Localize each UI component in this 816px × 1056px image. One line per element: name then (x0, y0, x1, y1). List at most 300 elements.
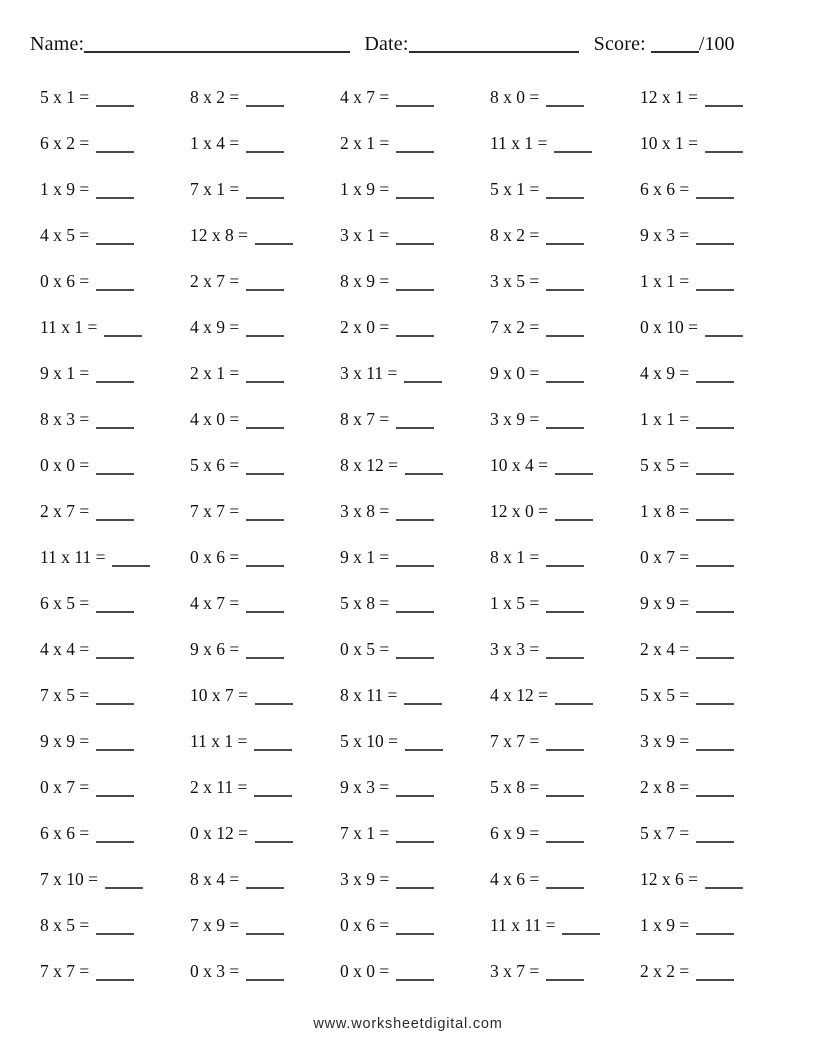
problem-text: 5 x 6 = (190, 454, 240, 475)
problem (490, 87, 640, 108)
score-label: Score: (593, 33, 646, 55)
problem (40, 409, 190, 430)
problem (190, 731, 340, 752)
problem-text: 0 x 12 = (190, 822, 248, 843)
problem-text: 9 x 9 = (640, 592, 690, 613)
problem (340, 317, 490, 338)
problem (640, 685, 790, 706)
problem-text: 8 x 7 = (340, 408, 390, 429)
problem (190, 823, 340, 844)
problem-text: 7 x 9 = (190, 914, 240, 935)
score-total: /100 (698, 33, 735, 55)
answer-blank (696, 611, 734, 613)
problem (490, 593, 640, 614)
problem-text: 3 x 3 = (490, 638, 540, 659)
problem (40, 455, 190, 476)
problem (190, 133, 340, 154)
problem (490, 317, 640, 338)
problem-text: 3 x 11 = (340, 362, 398, 383)
problem (640, 179, 790, 200)
answer-blank (396, 611, 434, 613)
answer-blank (696, 841, 734, 843)
answer-blank (546, 565, 584, 567)
problem-text: 6 x 5 = (40, 592, 90, 613)
problem (40, 179, 190, 200)
problem-text: 2 x 4 = (640, 638, 690, 659)
problem (190, 961, 340, 982)
problem-text: 2 x 7 = (190, 270, 240, 291)
problem-text: 10 x 4 = (490, 454, 548, 475)
answer-blank (705, 335, 743, 337)
problem-text: 12 x 6 = (640, 868, 698, 889)
problem (640, 961, 790, 982)
problem (40, 685, 190, 706)
problem (190, 409, 340, 430)
problem (490, 179, 640, 200)
problem (640, 409, 790, 430)
answer-blank (405, 473, 443, 475)
problem (490, 869, 640, 890)
answer-blank (546, 749, 584, 751)
problem (490, 547, 640, 568)
answer-blank (246, 979, 284, 981)
problem-text: 12 x 0 = (490, 500, 548, 521)
problem-text: 9 x 9 = (40, 730, 90, 751)
answer-blank (254, 795, 292, 797)
answer-blank (246, 381, 284, 383)
problem (640, 547, 790, 568)
problem-text: 0 x 3 = (190, 960, 240, 981)
problem (190, 87, 340, 108)
name-blank-line (84, 51, 350, 53)
problem-text: 9 x 3 = (640, 224, 690, 245)
answer-blank (396, 335, 434, 337)
answer-blank (96, 519, 134, 521)
answer-blank (246, 565, 284, 567)
problem (340, 777, 490, 798)
problem-text: 8 x 12 = (340, 454, 398, 475)
answer-blank (96, 381, 134, 383)
answer-blank (96, 703, 134, 705)
problem-text: 12 x 1 = (640, 86, 698, 107)
problem (490, 961, 640, 982)
problem (190, 455, 340, 476)
problem-text: 7 x 1 = (340, 822, 390, 843)
answer-blank (255, 703, 293, 705)
problem-text: 1 x 4 = (190, 132, 240, 153)
problem (190, 593, 340, 614)
problem-text: 2 x 1 = (190, 362, 240, 383)
problem-text: 0 x 5 = (340, 638, 390, 659)
problem-text: 7 x 2 = (490, 316, 540, 337)
answer-blank (246, 611, 284, 613)
answer-blank (555, 519, 593, 521)
answer-blank (246, 197, 284, 199)
problem-text: 5 x 1 = (40, 86, 90, 107)
problem (40, 87, 190, 108)
problem (340, 823, 490, 844)
answer-blank (396, 151, 434, 153)
answer-blank (696, 473, 734, 475)
problem (190, 317, 340, 338)
problem (640, 87, 790, 108)
answer-blank (96, 795, 134, 797)
problem-text: 2 x 0 = (340, 316, 390, 337)
answer-blank (546, 887, 584, 889)
problem-text: 1 x 5 = (490, 592, 540, 613)
problem-text: 5 x 8 = (490, 776, 540, 797)
problem-text: 5 x 8 = (340, 592, 390, 613)
answer-blank (546, 979, 584, 981)
problem-text: 11 x 1 = (40, 316, 98, 337)
answer-blank (396, 841, 434, 843)
problem (340, 87, 490, 108)
answer-blank (396, 243, 434, 245)
problem (640, 823, 790, 844)
problem (490, 455, 640, 476)
problem-text: 6 x 6 = (40, 822, 90, 843)
problem (490, 823, 640, 844)
problem-text: 9 x 1 = (40, 362, 90, 383)
problem-text: 8 x 9 = (340, 270, 390, 291)
problem (640, 501, 790, 522)
problem (640, 915, 790, 936)
answer-blank (546, 243, 584, 245)
problem (190, 225, 340, 246)
answer-blank (396, 887, 434, 889)
problem-text: 4 x 7 = (340, 86, 390, 107)
problem (190, 777, 340, 798)
problem (340, 685, 490, 706)
problem (490, 501, 640, 522)
answer-blank (696, 657, 734, 659)
problem (490, 685, 640, 706)
problem (40, 547, 190, 568)
problem-text: 11 x 11 = (40, 546, 106, 567)
answer-blank (696, 979, 734, 981)
problem-text: 3 x 9 = (640, 730, 690, 751)
answer-blank (546, 381, 584, 383)
problem (40, 777, 190, 798)
problem (40, 961, 190, 982)
problem (640, 869, 790, 890)
answer-blank (562, 933, 600, 935)
answer-blank (96, 749, 134, 751)
problem-text: 0 x 6 = (340, 914, 390, 935)
problem-text: 4 x 0 = (190, 408, 240, 429)
answer-blank (246, 427, 284, 429)
problem-text: 0 x 10 = (640, 316, 698, 337)
problem (40, 225, 190, 246)
problem (640, 639, 790, 660)
answer-blank (254, 749, 292, 751)
problem (640, 777, 790, 798)
answer-blank (546, 105, 584, 107)
problem-text: 10 x 1 = (640, 132, 698, 153)
answer-blank (96, 657, 134, 659)
answer-blank (554, 151, 592, 153)
answer-blank (96, 151, 134, 153)
answer-blank (396, 795, 434, 797)
problem (640, 363, 790, 384)
problem (340, 639, 490, 660)
problems-grid (0, 74, 816, 994)
problem-text: 3 x 1 = (340, 224, 390, 245)
answer-blank (396, 197, 434, 199)
problem (340, 455, 490, 476)
problem-text: 7 x 7 = (190, 500, 240, 521)
problem-text: 2 x 11 = (190, 776, 248, 797)
answer-blank (696, 289, 734, 291)
problem-text: 9 x 6 = (190, 638, 240, 659)
answer-blank (696, 427, 734, 429)
answer-blank (555, 473, 593, 475)
answer-blank (396, 565, 434, 567)
problem-text: 9 x 1 = (340, 546, 390, 567)
problem-text: 5 x 1 = (490, 178, 540, 199)
problem-text: 12 x 8 = (190, 224, 248, 245)
answer-blank (546, 657, 584, 659)
problem-text: 6 x 2 = (40, 132, 90, 153)
problem (190, 501, 340, 522)
problem-text: 4 x 6 = (490, 868, 540, 889)
answer-blank (96, 841, 134, 843)
answer-blank (546, 427, 584, 429)
answer-blank (112, 565, 150, 567)
answer-blank (404, 703, 442, 705)
problem (340, 133, 490, 154)
answer-blank (696, 519, 734, 521)
problem (190, 363, 340, 384)
answer-blank (546, 197, 584, 199)
problem (340, 869, 490, 890)
date-label: Date: (364, 33, 409, 55)
answer-blank (696, 381, 734, 383)
problem-text: 2 x 1 = (340, 132, 390, 153)
answer-blank (546, 289, 584, 291)
problem-text: 4 x 9 = (640, 362, 690, 383)
problem-text: 1 x 1 = (640, 408, 690, 429)
problem (640, 317, 790, 338)
problem-text: 3 x 9 = (490, 408, 540, 429)
answer-blank (396, 289, 434, 291)
problem (40, 731, 190, 752)
problem (40, 317, 190, 338)
problem-text: 3 x 7 = (490, 960, 540, 981)
answer-blank (705, 105, 743, 107)
problem-text: 0 x 0 = (40, 454, 90, 475)
problem (490, 409, 640, 430)
answer-blank (696, 749, 734, 751)
problem (340, 547, 490, 568)
problem (340, 409, 490, 430)
problem-text: 8 x 2 = (490, 224, 540, 245)
answer-blank (404, 381, 442, 383)
answer-blank (246, 657, 284, 659)
problem-text: 11 x 11 = (490, 914, 556, 935)
answer-blank (96, 473, 134, 475)
answer-blank (246, 519, 284, 521)
problem-text: 4 x 5 = (40, 224, 90, 245)
problem-text: 5 x 10 = (340, 730, 398, 751)
answer-blank (696, 795, 734, 797)
problem-text: 1 x 9 = (340, 178, 390, 199)
problem-text: 7 x 10 = (40, 868, 98, 889)
problem (40, 915, 190, 936)
answer-blank (246, 887, 284, 889)
answer-blank (96, 427, 134, 429)
problem-text: 3 x 9 = (340, 868, 390, 889)
problem-text: 4 x 12 = (490, 684, 548, 705)
problem-text: 8 x 0 = (490, 86, 540, 107)
problem-text: 8 x 4 = (190, 868, 240, 889)
problem (40, 363, 190, 384)
answer-blank (705, 151, 743, 153)
problem-text: 11 x 1 = (190, 730, 248, 751)
answer-blank (546, 335, 584, 337)
problem-text: 2 x 2 = (640, 960, 690, 981)
problem (490, 731, 640, 752)
answer-blank (96, 289, 134, 291)
problem (640, 133, 790, 154)
answer-blank (396, 933, 434, 935)
problem (490, 363, 640, 384)
answer-blank (246, 105, 284, 107)
problem (490, 777, 640, 798)
problem (640, 225, 790, 246)
problem (40, 869, 190, 890)
problem (40, 271, 190, 292)
answer-blank (396, 657, 434, 659)
problem-text: 3 x 5 = (490, 270, 540, 291)
answer-blank (96, 979, 134, 981)
problem (340, 915, 490, 936)
problem (340, 179, 490, 200)
problem-text: 10 x 7 = (190, 684, 248, 705)
problem-text: 5 x 7 = (640, 822, 690, 843)
problem (190, 639, 340, 660)
answer-blank (96, 933, 134, 935)
answer-blank (96, 243, 134, 245)
problem (640, 271, 790, 292)
answer-blank (696, 703, 734, 705)
problem (490, 133, 640, 154)
problem (640, 455, 790, 476)
answer-blank (396, 105, 434, 107)
problem-text: 5 x 5 = (640, 454, 690, 475)
answer-blank (546, 795, 584, 797)
problem-text: 9 x 3 = (340, 776, 390, 797)
problem-text: 5 x 5 = (640, 684, 690, 705)
problem-text: 4 x 9 = (190, 316, 240, 337)
answer-blank (246, 151, 284, 153)
answer-blank (696, 243, 734, 245)
problem-text: 1 x 1 = (640, 270, 690, 291)
problem-text: 9 x 0 = (490, 362, 540, 383)
problem-text: 2 x 8 = (640, 776, 690, 797)
problem (340, 225, 490, 246)
problem (40, 133, 190, 154)
problem-text: 0 x 7 = (40, 776, 90, 797)
answer-blank (246, 933, 284, 935)
problem (40, 823, 190, 844)
problem-text: 0 x 7 = (640, 546, 690, 567)
date-blank-line (409, 51, 579, 53)
answer-blank (546, 841, 584, 843)
answer-blank (405, 749, 443, 751)
problem-text: 8 x 2 = (190, 86, 240, 107)
score-blank-line (651, 51, 699, 53)
answer-blank (96, 197, 134, 199)
problem-text: 6 x 6 = (640, 178, 690, 199)
problem-text: 4 x 4 = (40, 638, 90, 659)
problem (340, 271, 490, 292)
problem (190, 271, 340, 292)
footer-website: www.worksheetdigital.com (313, 1016, 503, 1032)
answer-blank (555, 703, 593, 705)
problem-text: 6 x 9 = (490, 822, 540, 843)
worksheet-header (0, 0, 816, 56)
answer-blank (255, 841, 293, 843)
problem-text: 3 x 8 = (340, 500, 390, 521)
problem (340, 363, 490, 384)
problem-text: 0 x 0 = (340, 960, 390, 981)
problem-text: 8 x 3 = (40, 408, 90, 429)
answer-blank (246, 473, 284, 475)
problem (190, 547, 340, 568)
problem (190, 915, 340, 936)
answer-blank (396, 427, 434, 429)
answer-blank (696, 565, 734, 567)
answer-blank (396, 979, 434, 981)
answer-blank (546, 611, 584, 613)
answer-blank (96, 611, 134, 613)
answer-blank (105, 887, 143, 889)
answer-blank (246, 289, 284, 291)
problem-text: 1 x 9 = (40, 178, 90, 199)
answer-blank (104, 335, 142, 337)
problem (640, 731, 790, 752)
problem (190, 685, 340, 706)
answer-blank (255, 243, 293, 245)
problem (340, 731, 490, 752)
problem (40, 593, 190, 614)
problem (190, 869, 340, 890)
problem-text: 2 x 7 = (40, 500, 90, 521)
answer-blank (396, 519, 434, 521)
problem-text: 7 x 7 = (490, 730, 540, 751)
answer-blank (96, 105, 134, 107)
problem-text: 7 x 5 = (40, 684, 90, 705)
problem-text: 7 x 7 = (40, 960, 90, 981)
problem-text: 8 x 1 = (490, 546, 540, 567)
problem-text: 1 x 8 = (640, 500, 690, 521)
name-label: Name: (30, 33, 85, 55)
problem (490, 271, 640, 292)
problem-text: 1 x 9 = (640, 914, 690, 935)
problem-text: 8 x 11 = (340, 684, 398, 705)
problem-text: 11 x 1 = (490, 132, 548, 153)
problem (340, 593, 490, 614)
problem-text: 0 x 6 = (190, 546, 240, 567)
problem (340, 961, 490, 982)
answer-blank (696, 197, 734, 199)
answer-blank (246, 335, 284, 337)
answer-blank (696, 933, 734, 935)
problem-text: 4 x 7 = (190, 592, 240, 613)
problem (490, 915, 640, 936)
problem (490, 225, 640, 246)
